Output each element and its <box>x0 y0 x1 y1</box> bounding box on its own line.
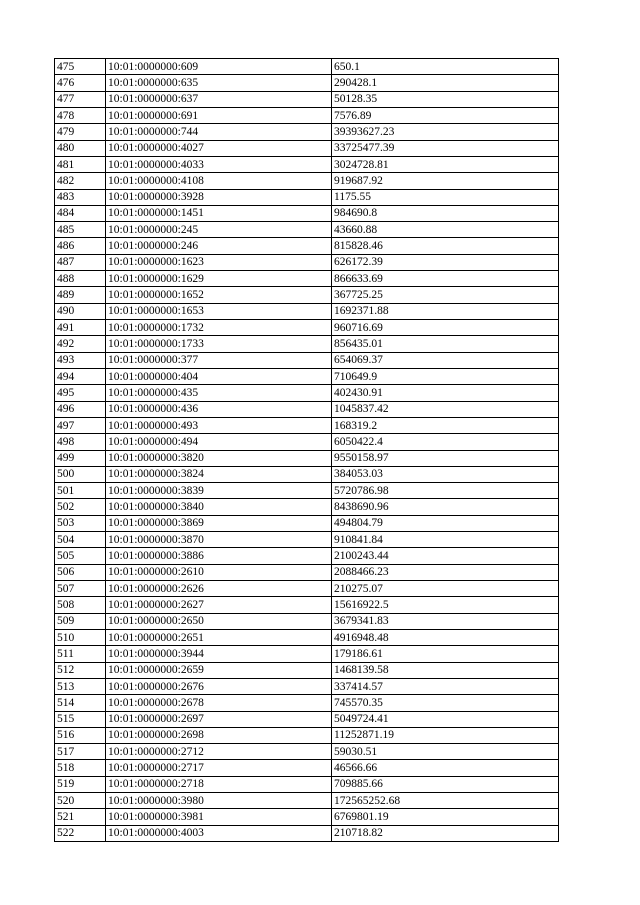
cadastral-number-cell: 10:01:0000000:2627 <box>106 597 332 613</box>
value-cell: 7576.89 <box>332 107 559 123</box>
parcel-table-body <box>55 59 559 842</box>
value-cell: 1175.55 <box>332 189 559 205</box>
value-cell: 210275.07 <box>332 581 559 597</box>
cadastral-number-cell: 10:01:0000000:3980 <box>106 793 332 809</box>
value-cell: 39393627.23 <box>332 124 559 140</box>
table-row <box>55 825 559 841</box>
row-number-cell: 494 <box>55 368 106 384</box>
cadastral-number-cell: 10:01:0000000:245 <box>106 222 332 238</box>
cadastral-number-cell: 10:01:0000000:744 <box>106 124 332 140</box>
table-row <box>55 711 559 727</box>
table-row <box>55 59 559 75</box>
cadastral-number-cell: 10:01:0000000:1653 <box>106 303 332 319</box>
value-cell: 384053.03 <box>332 466 559 482</box>
row-number-cell: 503 <box>55 515 106 531</box>
row-number-cell: 488 <box>55 271 106 287</box>
row-number-cell: 496 <box>55 401 106 417</box>
table-row <box>55 466 559 482</box>
table-row <box>55 336 559 352</box>
cadastral-number-cell: 10:01:0000000:3981 <box>106 809 332 825</box>
value-cell: 9550158.97 <box>332 450 559 466</box>
value-cell: 337414.57 <box>332 678 559 694</box>
value-cell: 168319.2 <box>332 417 559 433</box>
row-number-cell: 520 <box>55 793 106 809</box>
cadastral-number-cell: 10:01:0000000:691 <box>106 107 332 123</box>
row-number-cell: 483 <box>55 189 106 205</box>
cadastral-number-cell: 10:01:0000000:635 <box>106 75 332 91</box>
cadastral-number-cell: 10:01:0000000:637 <box>106 91 332 107</box>
value-cell: 815828.46 <box>332 238 559 254</box>
table-row <box>55 727 559 743</box>
cadastral-number-cell: 10:01:0000000:3870 <box>106 532 332 548</box>
row-number-cell: 485 <box>55 222 106 238</box>
table-row <box>55 75 559 91</box>
table-row <box>55 744 559 760</box>
row-number-cell: 487 <box>55 254 106 270</box>
cadastral-number-cell: 10:01:0000000:2659 <box>106 662 332 678</box>
cadastral-number-cell: 10:01:0000000:404 <box>106 368 332 384</box>
value-cell: 3679341.83 <box>332 613 559 629</box>
parcel-table <box>54 58 559 842</box>
value-cell: 494804.79 <box>332 515 559 531</box>
value-cell: 654069.37 <box>332 352 559 368</box>
table-row <box>55 352 559 368</box>
row-number-cell: 508 <box>55 597 106 613</box>
table-row <box>55 629 559 645</box>
table-row <box>55 515 559 531</box>
value-cell: 6050422.4 <box>332 434 559 450</box>
value-cell: 5049724.41 <box>332 711 559 727</box>
table-row <box>55 499 559 515</box>
value-cell: 179186.61 <box>332 646 559 662</box>
table-row <box>55 760 559 776</box>
table-row <box>55 564 559 580</box>
table-row <box>55 173 559 189</box>
value-cell: 50128.35 <box>332 91 559 107</box>
value-cell: 4916948.48 <box>332 629 559 645</box>
row-number-cell: 484 <box>55 205 106 221</box>
value-cell: 8438690.96 <box>332 499 559 515</box>
cadastral-number-cell: 10:01:0000000:3944 <box>106 646 332 662</box>
table-row <box>55 695 559 711</box>
row-number-cell: 509 <box>55 613 106 629</box>
row-number-cell: 500 <box>55 466 106 482</box>
value-cell: 710649.9 <box>332 368 559 384</box>
value-cell: 919687.92 <box>332 173 559 189</box>
cadastral-number-cell: 10:01:0000000:2650 <box>106 613 332 629</box>
row-number-cell: 522 <box>55 825 106 841</box>
row-number-cell: 515 <box>55 711 106 727</box>
table-row <box>55 124 559 140</box>
value-cell: 2088466.23 <box>332 564 559 580</box>
cadastral-number-cell: 10:01:0000000:246 <box>106 238 332 254</box>
value-cell: 15616922.5 <box>332 597 559 613</box>
cadastral-number-cell: 10:01:0000000:4027 <box>106 140 332 156</box>
table-row <box>55 254 559 270</box>
cadastral-number-cell: 10:01:0000000:3824 <box>106 466 332 482</box>
cadastral-number-cell: 10:01:0000000:3886 <box>106 548 332 564</box>
cadastral-number-cell: 10:01:0000000:494 <box>106 434 332 450</box>
row-number-cell: 481 <box>55 156 106 172</box>
table-row <box>55 434 559 450</box>
cadastral-number-cell: 10:01:0000000:3839 <box>106 483 332 499</box>
cadastral-number-cell: 10:01:0000000:2610 <box>106 564 332 580</box>
cadastral-number-cell: 10:01:0000000:3820 <box>106 450 332 466</box>
row-number-cell: 514 <box>55 695 106 711</box>
cadastral-number-cell: 10:01:0000000:377 <box>106 352 332 368</box>
cadastral-number-cell: 10:01:0000000:2698 <box>106 727 332 743</box>
row-number-cell: 507 <box>55 581 106 597</box>
table-row <box>55 91 559 107</box>
row-number-cell: 516 <box>55 727 106 743</box>
table-row <box>55 450 559 466</box>
table-row <box>55 222 559 238</box>
table-row <box>55 793 559 809</box>
value-cell: 43660.88 <box>332 222 559 238</box>
cadastral-number-cell: 10:01:0000000:2678 <box>106 695 332 711</box>
value-cell: 866633.69 <box>332 271 559 287</box>
row-number-cell: 478 <box>55 107 106 123</box>
row-number-cell: 479 <box>55 124 106 140</box>
row-number-cell: 502 <box>55 499 106 515</box>
row-number-cell: 519 <box>55 776 106 792</box>
value-cell: 290428.1 <box>332 75 559 91</box>
cadastral-number-cell: 10:01:0000000:493 <box>106 417 332 433</box>
row-number-cell: 493 <box>55 352 106 368</box>
table-row <box>55 271 559 287</box>
table-row <box>55 809 559 825</box>
row-number-cell: 510 <box>55 629 106 645</box>
value-cell: 6769801.19 <box>332 809 559 825</box>
table-row <box>55 776 559 792</box>
row-number-cell: 499 <box>55 450 106 466</box>
value-cell: 3024728.81 <box>332 156 559 172</box>
table-row <box>55 662 559 678</box>
row-number-cell: 521 <box>55 809 106 825</box>
cadastral-number-cell: 10:01:0000000:1451 <box>106 205 332 221</box>
row-number-cell: 505 <box>55 548 106 564</box>
cadastral-number-cell: 10:01:0000000:1733 <box>106 336 332 352</box>
table-row <box>55 597 559 613</box>
cadastral-number-cell: 10:01:0000000:3928 <box>106 189 332 205</box>
row-number-cell: 495 <box>55 385 106 401</box>
cadastral-number-cell: 10:01:0000000:436 <box>106 401 332 417</box>
table-row <box>55 417 559 433</box>
table-row <box>55 483 559 499</box>
cadastral-number-cell: 10:01:0000000:3869 <box>106 515 332 531</box>
value-cell: 856435.01 <box>332 336 559 352</box>
cadastral-number-cell: 10:01:0000000:4108 <box>106 173 332 189</box>
row-number-cell: 511 <box>55 646 106 662</box>
cadastral-number-cell: 10:01:0000000:1652 <box>106 287 332 303</box>
table-row <box>55 401 559 417</box>
value-cell: 960716.69 <box>332 320 559 336</box>
value-cell: 367725.25 <box>332 287 559 303</box>
row-number-cell: 477 <box>55 91 106 107</box>
row-number-cell: 518 <box>55 760 106 776</box>
value-cell: 5720786.98 <box>332 483 559 499</box>
table-row <box>55 548 559 564</box>
cadastral-number-cell: 10:01:0000000:2717 <box>106 760 332 776</box>
cadastral-number-cell: 10:01:0000000:4003 <box>106 825 332 841</box>
value-cell: 172565252.68 <box>332 793 559 809</box>
cadastral-number-cell: 10:01:0000000:2697 <box>106 711 332 727</box>
row-number-cell: 506 <box>55 564 106 580</box>
table-row <box>55 532 559 548</box>
value-cell: 1045837.42 <box>332 401 559 417</box>
table-row <box>55 156 559 172</box>
cadastral-number-cell: 10:01:0000000:2718 <box>106 776 332 792</box>
cadastral-number-cell: 10:01:0000000:435 <box>106 385 332 401</box>
cadastral-number-cell: 10:01:0000000:4033 <box>106 156 332 172</box>
cadastral-number-cell: 10:01:0000000:1732 <box>106 320 332 336</box>
row-number-cell: 513 <box>55 678 106 694</box>
value-cell: 402430.91 <box>332 385 559 401</box>
value-cell: 59030.51 <box>332 744 559 760</box>
table-row <box>55 303 559 319</box>
cadastral-number-cell: 10:01:0000000:2626 <box>106 581 332 597</box>
cadastral-number-cell: 10:01:0000000:2651 <box>106 629 332 645</box>
row-number-cell: 480 <box>55 140 106 156</box>
value-cell: 650.1 <box>332 59 559 75</box>
row-number-cell: 504 <box>55 532 106 548</box>
value-cell: 11252871.19 <box>332 727 559 743</box>
table-row <box>55 205 559 221</box>
value-cell: 984690.8 <box>332 205 559 221</box>
cadastral-number-cell: 10:01:0000000:3840 <box>106 499 332 515</box>
table-row <box>55 646 559 662</box>
value-cell: 745570.35 <box>332 695 559 711</box>
table-row <box>55 287 559 303</box>
table-row <box>55 320 559 336</box>
row-number-cell: 512 <box>55 662 106 678</box>
row-number-cell: 476 <box>55 75 106 91</box>
table-row <box>55 107 559 123</box>
row-number-cell: 501 <box>55 483 106 499</box>
cadastral-number-cell: 10:01:0000000:1623 <box>106 254 332 270</box>
table-row <box>55 613 559 629</box>
table-row <box>55 140 559 156</box>
value-cell: 709885.66 <box>332 776 559 792</box>
value-cell: 1468139.58 <box>332 662 559 678</box>
table-row <box>55 581 559 597</box>
cadastral-number-cell: 10:01:0000000:2712 <box>106 744 332 760</box>
table-row <box>55 678 559 694</box>
value-cell: 33725477.39 <box>332 140 559 156</box>
value-cell: 2100243.44 <box>332 548 559 564</box>
table-row <box>55 238 559 254</box>
row-number-cell: 489 <box>55 287 106 303</box>
row-number-cell: 490 <box>55 303 106 319</box>
row-number-cell: 517 <box>55 744 106 760</box>
row-number-cell: 497 <box>55 417 106 433</box>
table-row <box>55 368 559 384</box>
value-cell: 46566.66 <box>332 760 559 776</box>
row-number-cell: 491 <box>55 320 106 336</box>
row-number-cell: 498 <box>55 434 106 450</box>
value-cell: 1692371.88 <box>332 303 559 319</box>
cadastral-number-cell: 10:01:0000000:1629 <box>106 271 332 287</box>
value-cell: 910841.84 <box>332 532 559 548</box>
table-row <box>55 385 559 401</box>
table-row <box>55 189 559 205</box>
cadastral-number-cell: 10:01:0000000:2676 <box>106 678 332 694</box>
row-number-cell: 492 <box>55 336 106 352</box>
row-number-cell: 486 <box>55 238 106 254</box>
row-number-cell: 482 <box>55 173 106 189</box>
value-cell: 626172.39 <box>332 254 559 270</box>
row-number-cell: 475 <box>55 59 106 75</box>
value-cell: 210718.82 <box>332 825 559 841</box>
cadastral-number-cell: 10:01:0000000:609 <box>106 59 332 75</box>
